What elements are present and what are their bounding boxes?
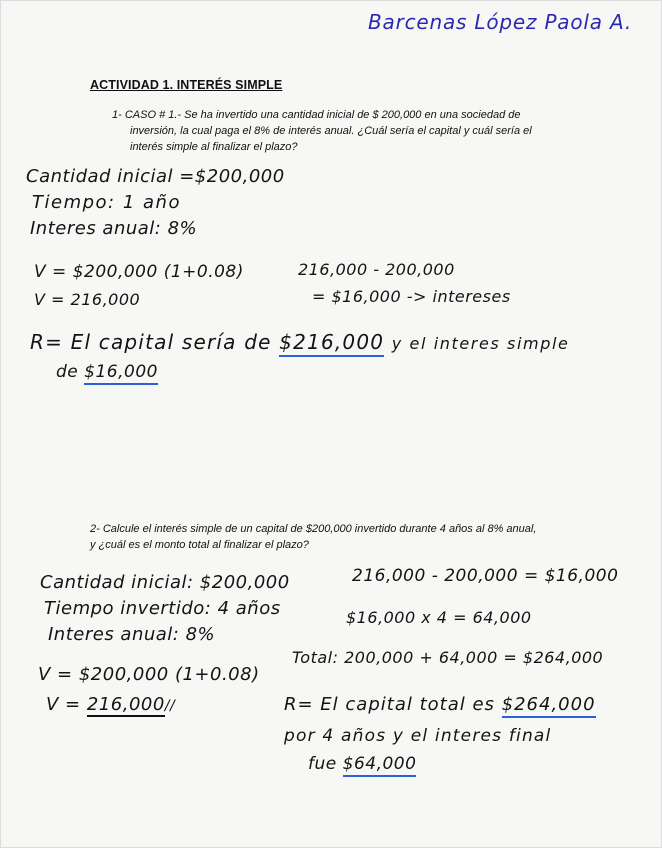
case1-prompt-line3: interés simple al finalizar el plazo? [130, 141, 298, 153]
activity-title-rest: . INTERÉS SIMPLE [169, 78, 283, 92]
case1-answer-text-c: de [56, 362, 79, 382]
case2-total: Total: 200,000 + 64,000 = $264,000 [292, 648, 604, 667]
case1-subtraction: 216,000 - 200,000 [298, 260, 455, 279]
case2-answer-text-b: fue [308, 754, 337, 774]
case1-formula: V = $200,000 (1+0.08) [34, 262, 244, 282]
case2-calc1: 216,000 - 200,000 = $16,000 [352, 566, 619, 586]
case2-answer-line2: por 4 años y el interes final [284, 726, 552, 746]
case2-answer-total: $264,000 [502, 694, 596, 718]
case1-result: V = 216,000 [34, 290, 141, 309]
case2-answer-text-a: R= El capital total es [284, 694, 495, 715]
case2-given-2: Tiempo invertido: 4 años [44, 598, 281, 619]
case2-result [46, 694, 175, 715]
case2-answer-line1 [284, 694, 596, 715]
case2-result-label: V = [46, 694, 81, 715]
case2-answer-interest: $64,000 [343, 754, 417, 777]
case2-result-value: 216,000 [86, 694, 165, 715]
case1-answer-line1 [30, 330, 569, 354]
case1-given-1: Cantidad inicial =$200,000 [26, 166, 285, 187]
case2-prompt-line2: y ¿cuál es el monto total al finalizar el plazo? [90, 539, 309, 551]
student-name: Barcenas López Paola A. [368, 10, 632, 34]
case1-answer-interest: $16,000 [84, 362, 158, 385]
case2-given-1: Cantidad inicial: $200,000 [40, 572, 290, 593]
case1-answer-capital: $216,000 [279, 330, 384, 357]
activity-title [90, 78, 282, 92]
case1-answer-text-a: R= El capital sería de [30, 330, 272, 354]
case2-answer-line3 [308, 754, 416, 774]
case2-prompt-line1: 2- Calcule el interés simple de un capital de $200,000 invertido durante 4 años al 8% anual, [90, 523, 537, 535]
case1-prompt-line1: 1- CASO # 1.- Se ha invertido una cantidad inicial de $ 200,000 en una sociedad de [112, 109, 521, 121]
case2-given-3: Interes anual: 8% [48, 624, 216, 645]
case2-formula: V = $200,000 (1+0.08) [38, 664, 260, 685]
case2-result-mark: // [164, 698, 176, 714]
case2-calc2: $16,000 x 4 = 64,000 [346, 608, 532, 627]
case1-answer-text-b: y el interes simple [391, 334, 570, 353]
case1-answer-line2 [56, 362, 158, 382]
case1-prompt-line2: inversión, la cual paga el 8% de interés anual. ¿Cuál sería el capital y cuál sería el [130, 125, 532, 137]
case1-given-3: Interes anual: 8% [30, 218, 198, 239]
activity-title-main: ACTIVIDAD 1 [90, 78, 170, 92]
case1-interest-result: = $16,000 -> intereses [312, 287, 511, 306]
case1-given-2: Tiempo: 1 año [32, 192, 181, 213]
